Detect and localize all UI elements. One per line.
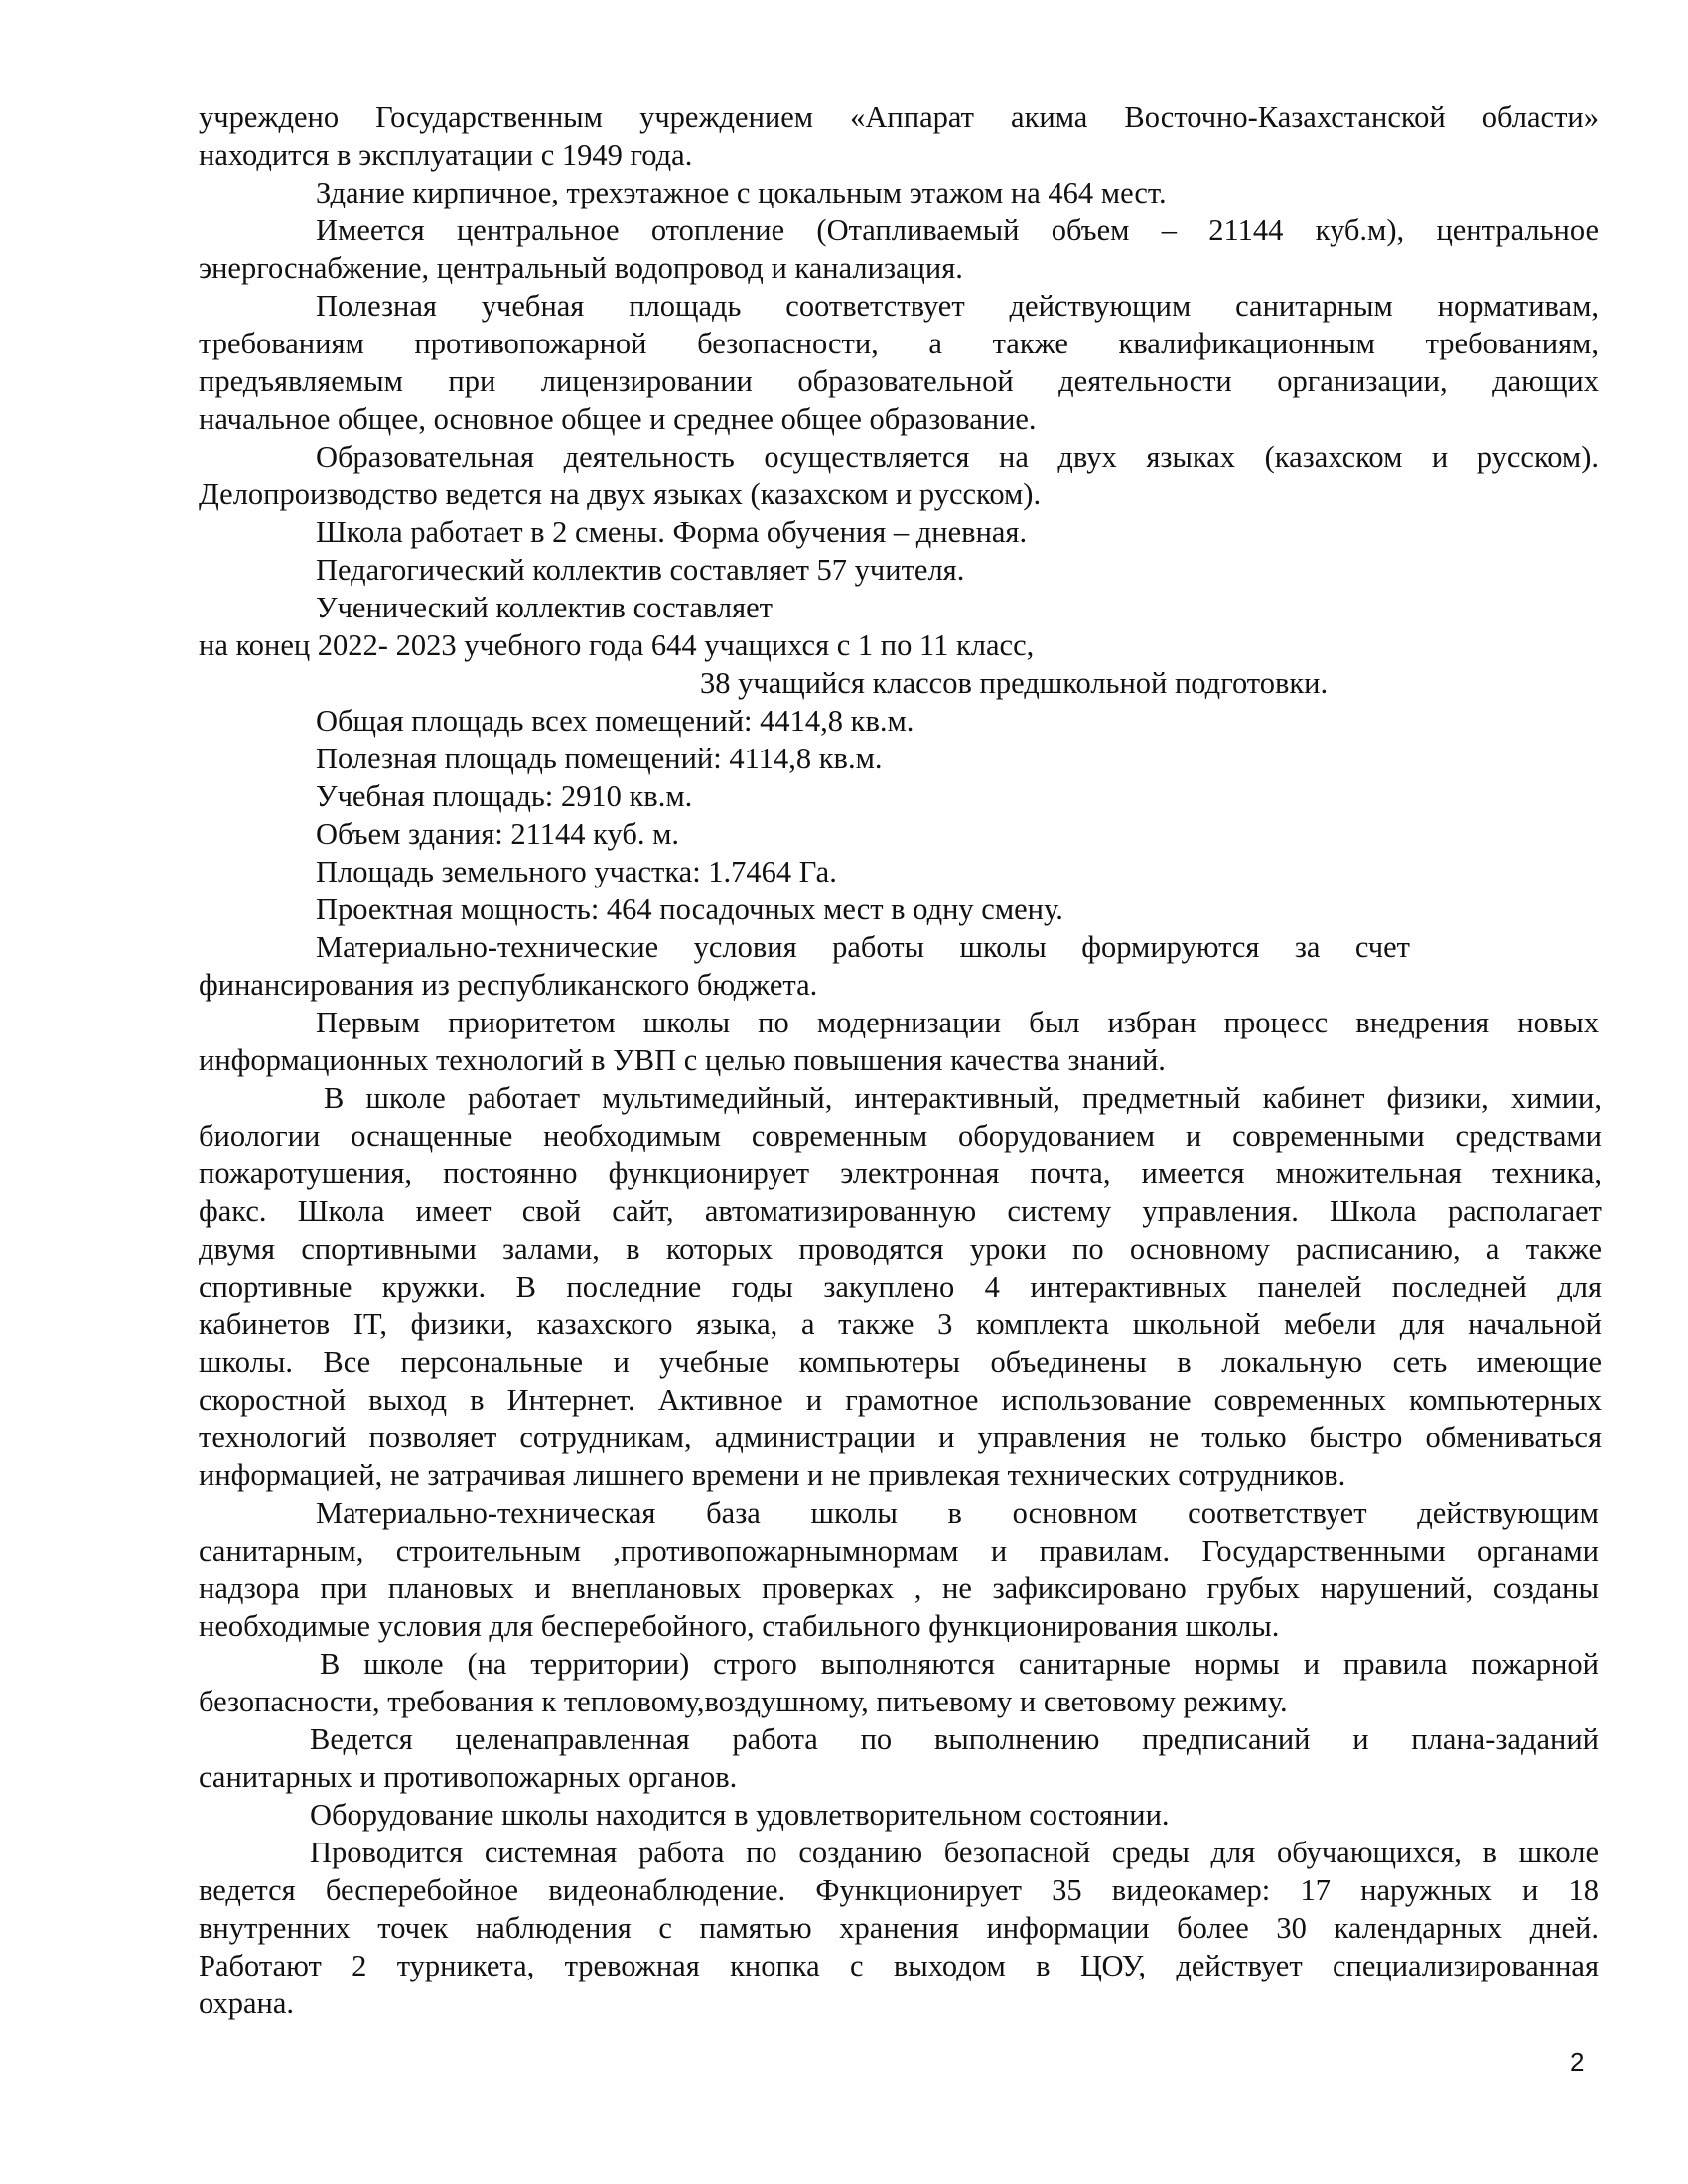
text-line: Имеется центральное отопление (Отапливаемый объем – 21144 куб.м), центральное — [316, 213, 1599, 247]
text-line: Школа работает в 2 смены. Форма обучения – дневная. — [316, 515, 1028, 549]
text-line: энергоснабжение, центральный водопровод и канализация. — [199, 251, 963, 285]
text-line: Объем здания: 21144 куб. м. — [316, 817, 680, 851]
text-line: требованиям противопожарной безопасности, а также квалификационным требованиям, — [199, 327, 1599, 360]
text-line: начальное общее, основное общее и среднее общее образование. — [199, 402, 1037, 436]
text-line: Педагогический коллектив составляет 57 учителя. — [316, 553, 965, 587]
text-line: спортивные кружки. В последние годы закуплено 4 интерактивных панелей последней для — [199, 1270, 1602, 1303]
text-line: надзора при плановых и внеплановых проверках , не зафиксировано грубых нарушений, созданы — [199, 1571, 1599, 1605]
text-line: охрана. — [199, 1986, 295, 2020]
text-line: Первым приоритетом школы по модернизации был избран процесс внедрения новых — [316, 1006, 1599, 1039]
text-line: Проводится системная работа по созданию безопасной среды для обучающихся, в школе — [310, 1836, 1599, 1869]
text-line: Ведется целенаправленная работа по выполнению предписаний и плана-заданий — [310, 1722, 1599, 1756]
text-line: технологий позволяет сотрудникам, администрации и управления не только быстро обмениваться — [199, 1421, 1602, 1454]
text-line: Делопроизводство ведется на двух языках (казахском и русском). — [199, 478, 1042, 511]
text-line: Общая площадь всех помещений: 4414,8 кв.м. — [316, 704, 914, 738]
text-line: В школе (на территории) строго выполняются санитарные нормы и правила пожарной — [320, 1647, 1599, 1681]
text-line: ведется бесперебойное видеонаблюдение. Функционирует 35 видеокамер: 17 наружных и 18 — [199, 1873, 1599, 1907]
text-line: Учебная площадь: 2910 кв.м. — [316, 779, 693, 813]
text-line: Проектная мощность: 464 посадочных мест в одну смену. — [316, 892, 1063, 926]
text-line: двумя спортивными залами, в которых проводятся уроки по основному расписанию, а также — [199, 1232, 1602, 1266]
text-line: Полезная учебная площадь соответствует действующим санитарным нормативам, — [316, 289, 1599, 323]
text-line: Ученический коллектив составляет — [316, 591, 774, 624]
text-line: информацией, не затрачивая лишнего времени и не привлекая технических сотрудников. — [199, 1458, 1346, 1492]
text-line: финансирования из республиканского бюджета. — [199, 968, 818, 1002]
text-line: Материально-технические условия работы школы формируются за счет — [316, 930, 1410, 964]
page-number: 2 — [1570, 2047, 1585, 2077]
text-line: санитарным, строительным ,противопожарнымнормам и правилам. Государственными органами — [199, 1534, 1599, 1568]
text-line: факс. Школа имеет свой сайт, автоматизированную систему управления. Школа располагает — [199, 1194, 1602, 1228]
text-line: необходимые условия для бесперебойного, стабильного функционирования школы. — [199, 1609, 1280, 1643]
text-line: предъявляемым при лицензировании образовательной деятельности организации, дающих — [199, 364, 1599, 398]
text-line: Оборудование школы находится в удовлетворительном состоянии. — [310, 1798, 1170, 1832]
text-line: Работают 2 турникета, тревожная кнопка с выходом в ЦОУ, действует специализированная — [199, 1949, 1599, 1982]
text-line: Образовательная деятельность осуществляется на двух языках (казахском и русском). — [316, 440, 1599, 474]
text-line: информационных технологий в УВП с целью повышения качества знаний. — [199, 1043, 1166, 1077]
text-line: школы. Все персональные и учебные компьютеры объединены в локальную сеть имеющие — [199, 1345, 1602, 1379]
text-line: находится в эксплуатации с 1949 года. — [199, 138, 693, 172]
text-line: Полезная площадь помещений: 4114,8 кв.м. — [316, 742, 883, 775]
text-line: пожаротушения, постоянно функционирует электронная почта, имеется множительная техника, — [199, 1157, 1602, 1190]
text-line: кабинетов IT, физики, казахского языка, а также 3 комплекта школьной мебели для начальной — [199, 1307, 1602, 1341]
text-line: безопасности, требования к тепловому,воздушному, питьевому и световому режиму. — [199, 1685, 1288, 1718]
text-line: 38 учащийся классов предшкольной подготовки. — [700, 666, 1329, 700]
text-line: скоростной выход в Интернет. Активное и грамотное использование современных компьютерных — [199, 1383, 1602, 1417]
text-line: Здание кирпичное, трехэтажное с цокальным этажом на 464 мест. — [316, 176, 1167, 209]
text-line: Материально-техническая база школы в основном соответствует действующим — [316, 1496, 1599, 1530]
text-line: Площадь земельного участка: 1.7464 Га. — [316, 855, 837, 888]
text-line: на конец 2022- 2023 учебного года 644 учащихся с 1 по 11 класс, — [199, 628, 1035, 662]
text-line: биологии оснащенные необходимым современным оборудованием и современными средствами — [199, 1119, 1602, 1153]
text-line: учреждено Государственным учреждением «Аппарат акима Восточно-Казахстанской области» — [199, 100, 1599, 134]
text-line: внутренних точек наблюдения с памятью хранения информации более 30 календарных дней. — [199, 1911, 1599, 1945]
text-line: санитарных и противопожарных органов. — [199, 1760, 738, 1794]
text-line: В школе работает мультимедийный, интерактивный, предметный кабинет физики, химии, — [324, 1081, 1602, 1115]
